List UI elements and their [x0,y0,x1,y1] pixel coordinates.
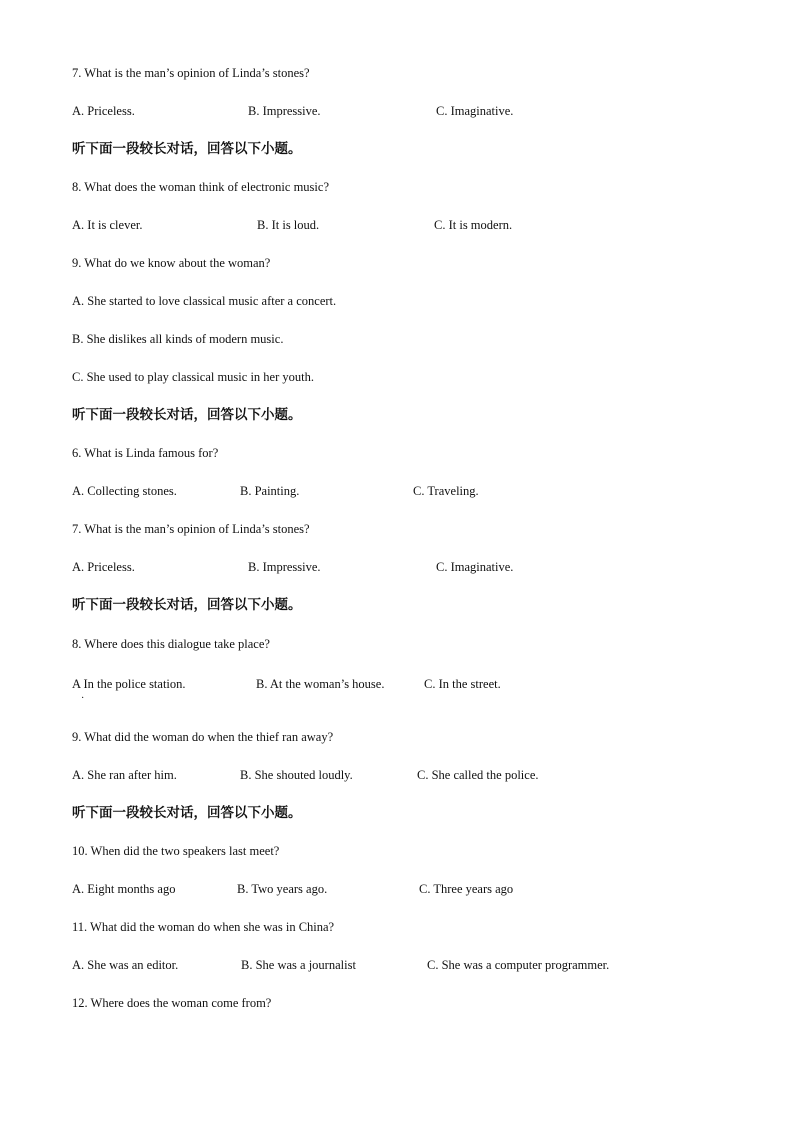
option-c: C. In the street. [424,677,501,691]
option-b: B. She shouted loudly. [240,768,353,782]
option-b: B. Impressive. [248,560,321,574]
option-a: A. She ran after him. [72,768,177,782]
option-a: A. It is clever. [72,218,143,232]
option-line: A. She started to love classical music after a concert. [72,294,337,308]
option-b: B. Two years ago. [237,882,328,896]
question-text: 7. What is the man’s opinion of Linda’s stones? [72,66,310,80]
stray-dot: · [81,693,85,704]
option-line: C. She used to play classical music in her youth. [72,370,314,384]
option-c: C. She called the police. [417,768,539,782]
option-c: C. Imaginative. [436,104,514,118]
option-b: B. It is loud. [257,218,320,232]
option-c: C. She was a computer programmer. [427,958,610,972]
question-text: 11. What did the woman do when she was in China? [72,920,335,934]
option-b: B. Impressive. [248,104,321,118]
option-a: A. Priceless. [72,104,135,118]
option-b: B. At the woman’s house. [256,677,385,691]
option-c: C. Imaginative. [436,560,514,574]
option-a: A. Collecting stones. [72,484,177,498]
option-c: C. It is modern. [434,218,513,232]
section-heading: 听下面一段较长对话，回答以下小题。 [72,407,302,423]
question-text: 9. What do we know about the woman? [72,256,271,270]
question-text: 8. What does the woman think of electronic music? [72,180,329,194]
section-heading: 听下面一段较长对话，回答以下小题。 [72,597,302,613]
option-a: A. Priceless. [72,560,135,574]
section-heading: 听下面一段较长对话，回答以下小题。 [72,805,302,821]
option-b: B. She was a journalist [241,958,356,972]
option-c: C. Three years ago [419,882,514,896]
option-a: A In the police station. [72,677,186,691]
option-b: B. Painting. [240,484,300,498]
question-text: 8. Where does this dialogue take place? [72,637,270,651]
option-c: C. Traveling. [413,484,479,498]
option-a: A. Eight months ago [72,882,176,896]
option-a: A. She was an editor. [72,958,179,972]
question-text: 12. Where does the woman come from? [72,996,272,1010]
section-heading: 听下面一段较长对话，回答以下小题。 [72,141,302,157]
option-line: B. She dislikes all kinds of modern music. [72,332,284,346]
question-text: 10. When did the two speakers last meet? [72,844,280,858]
question-text: 7. What is the man’s opinion of Linda’s stones? [72,522,310,536]
question-text: 9. What did the woman do when the thief ran away? [72,730,334,744]
question-text: 6. What is Linda famous for? [72,446,219,460]
